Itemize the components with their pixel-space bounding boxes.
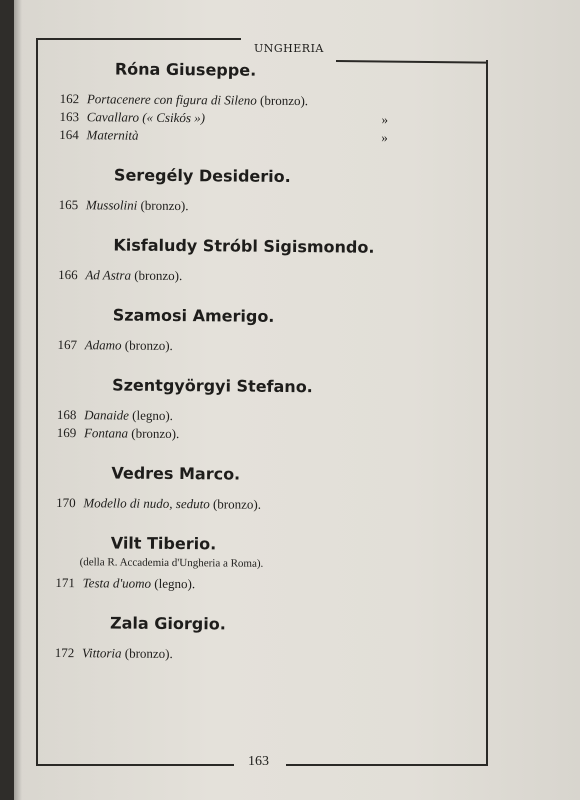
entry-number: 169 bbox=[56, 424, 77, 441]
artist-heading: Vedres Marco. bbox=[111, 463, 241, 484]
entry-number: 165 bbox=[58, 196, 79, 213]
frame-rule-bottom-right bbox=[286, 764, 488, 766]
artist-heading: Róna Giuseppe. bbox=[114, 59, 257, 80]
entry-title: Danaide bbox=[84, 407, 129, 423]
entry-title: Portacenere con figura di Sileno bbox=[86, 91, 257, 108]
catalogue-entry bbox=[59, 196, 479, 218]
catalogue-entry bbox=[59, 126, 479, 148]
entry-title: Fontana bbox=[83, 425, 129, 441]
entry-number: 164 bbox=[59, 126, 79, 143]
catalogue-content bbox=[55, 58, 480, 666]
entry-title: Mussolini bbox=[85, 197, 138, 213]
entry-title: Adamo bbox=[84, 337, 122, 353]
frame-rule-left bbox=[36, 38, 38, 766]
page-number: 163 bbox=[248, 754, 269, 769]
entry-title: Modello di nudo, seduto bbox=[83, 495, 210, 512]
frame-rule-top-left bbox=[36, 38, 241, 40]
running-head: UNGHERIA bbox=[254, 42, 324, 55]
artist-heading: Szamosi Amerigo. bbox=[112, 305, 275, 326]
entry-material: (legno). bbox=[128, 407, 174, 423]
entry-material: (bronzo). bbox=[256, 92, 309, 109]
catalogue-entry bbox=[55, 574, 475, 596]
entry-number: 168 bbox=[56, 406, 77, 423]
frame-rule-bottom-left bbox=[36, 764, 234, 766]
catalogue-entry bbox=[57, 336, 477, 358]
catalogue-entry bbox=[57, 424, 477, 446]
page bbox=[14, 0, 580, 800]
page-frame bbox=[36, 38, 488, 769]
entry-material: (legno). bbox=[151, 575, 196, 592]
catalogue-entry bbox=[58, 266, 478, 288]
entry-number: 172 bbox=[54, 644, 75, 661]
artist-heading: Seregély Desiderio. bbox=[113, 165, 291, 187]
artist-heading: Zala Giorgio. bbox=[109, 613, 226, 634]
entry-material: (bronzo). bbox=[137, 197, 189, 214]
entry-material: (bronzo). bbox=[121, 337, 173, 353]
ditto-mark: » bbox=[381, 129, 388, 145]
entry-number: 162 bbox=[59, 90, 80, 107]
entry-title: Vittoria bbox=[81, 645, 122, 661]
entry-number: 170 bbox=[56, 494, 76, 511]
entry-number: 171 bbox=[55, 574, 75, 591]
entry-material: (bronzo). bbox=[121, 645, 173, 662]
entry-title: Ad Astra bbox=[85, 267, 132, 283]
artist-heading: Vilt Tiberio. bbox=[110, 533, 217, 554]
entry-material: (bronzo). bbox=[127, 425, 180, 442]
artist-heading: Kisfaludy Stróbl Sigismondo. bbox=[113, 235, 375, 257]
artist-heading: Szentgyörgyi Stefano. bbox=[112, 375, 313, 397]
entry-title: Cavallaro (« Csikós ») bbox=[86, 109, 206, 126]
entry-title: Testa d'uomo bbox=[82, 575, 152, 591]
entry-number: 166 bbox=[58, 266, 78, 283]
ditto-mark: » bbox=[381, 111, 389, 127]
entry-material: (bronzo). bbox=[209, 496, 262, 512]
entry-material: (bronzo). bbox=[130, 267, 183, 284]
artist-affiliation-note: (della R. Accademia d'Ungheria a Roma). bbox=[79, 556, 264, 570]
catalogue-entry bbox=[55, 644, 475, 666]
catalogue-entry bbox=[56, 494, 476, 516]
entry-number: 163 bbox=[59, 108, 80, 125]
entry-title: Maternità bbox=[86, 127, 139, 143]
frame-rule-right bbox=[486, 60, 488, 766]
entry-number: 167 bbox=[57, 336, 78, 353]
